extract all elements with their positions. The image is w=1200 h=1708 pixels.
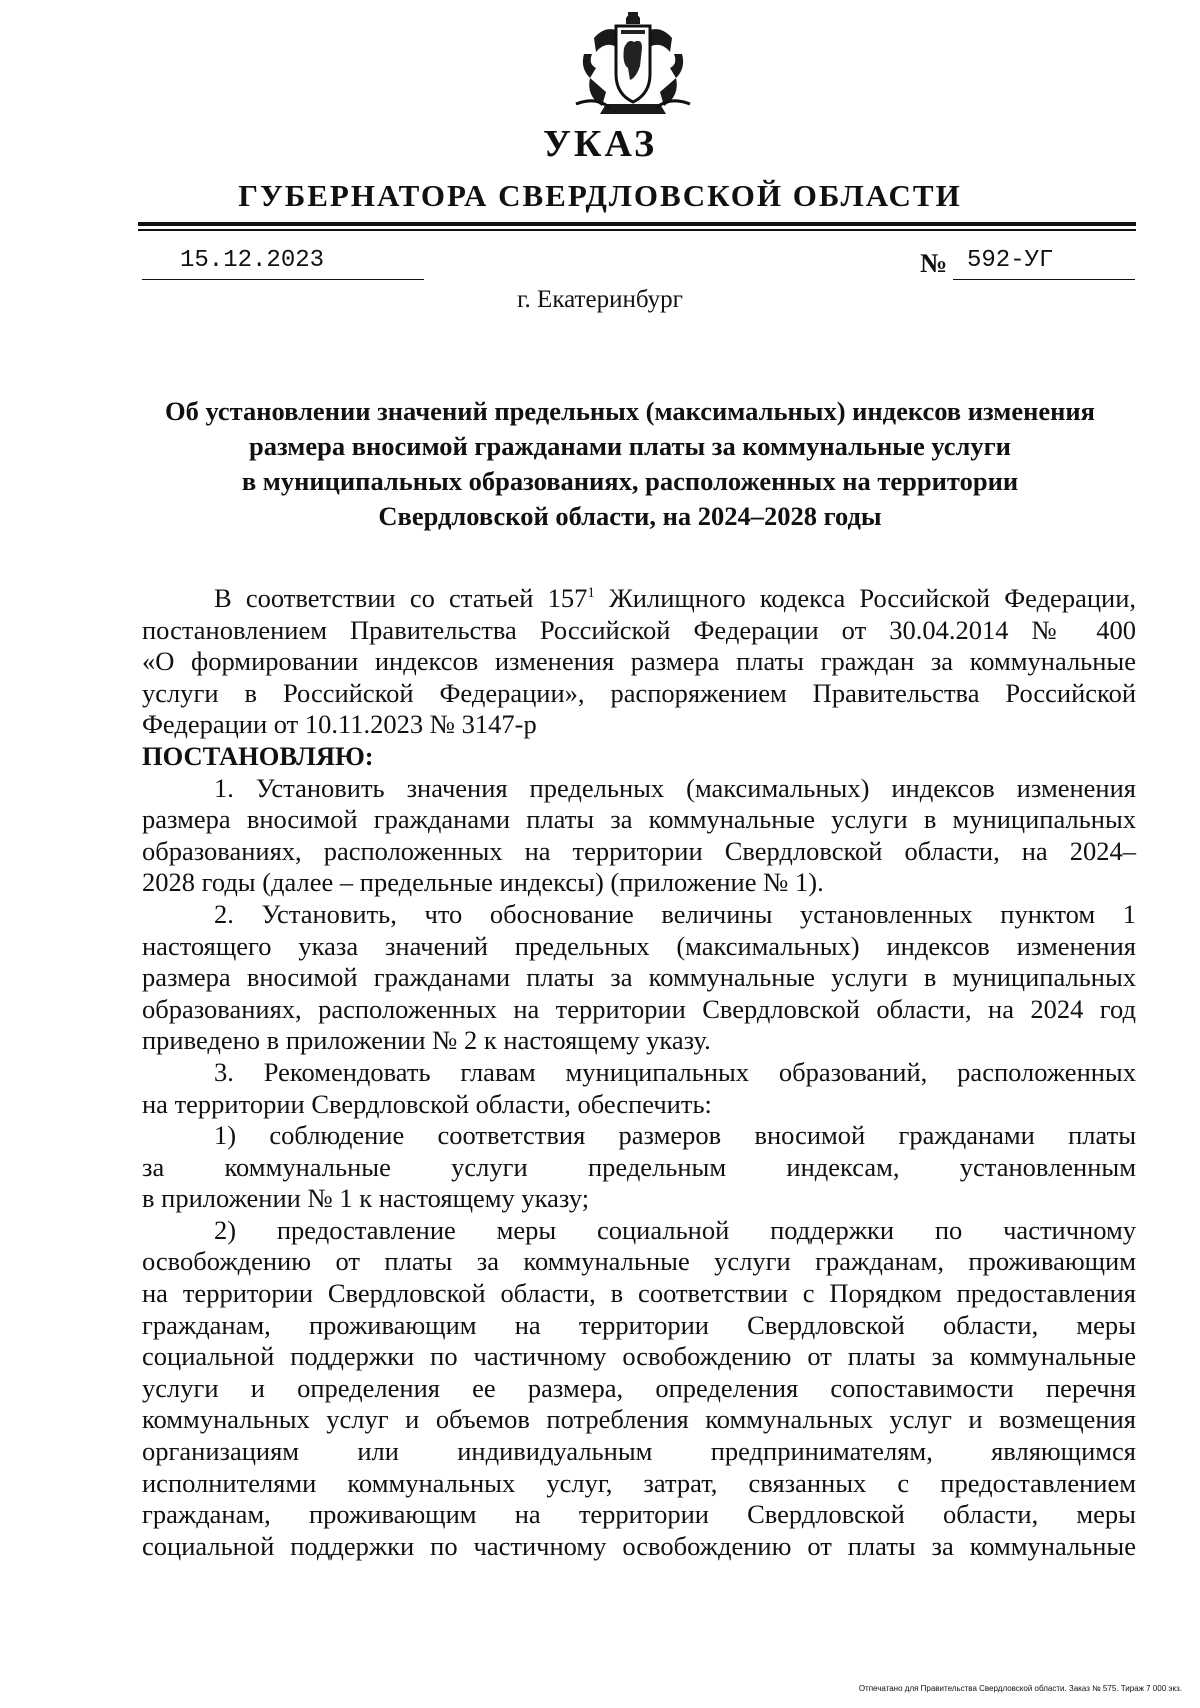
heading-line: в муниципальных образованиях, расположенных на территории bbox=[241, 466, 1019, 496]
paragraph-line: 2) предоставление меры социальной поддержки по частичному bbox=[214, 1214, 1136, 1245]
paragraph-line: услуги и определения ее размера, определения сопоставимости перечня bbox=[142, 1372, 1136, 1403]
paragraph-line: на территории Свердловской области, в соответствии с Порядком предоставления bbox=[142, 1278, 1136, 1309]
paragraph-line: настоящего указа значений предельных (максимальных) индексов изменения bbox=[142, 930, 1136, 961]
paragraph-line: коммунальных услуг и объемов потребления коммунальных услуг и возмещения bbox=[142, 1404, 1136, 1435]
heading-line: Об установлении значений предельных (максимальных) индексов изменения bbox=[164, 396, 1096, 426]
city-line: г. Екатеринбург bbox=[517, 286, 683, 313]
coat-of-arms-emblem bbox=[566, 8, 700, 120]
preamble-line: «О формировании индексов изменения размера платы граждан за коммунальные bbox=[142, 646, 1136, 677]
paragraph-line: социальной поддержки по частичному освобождению от платы за коммунальные bbox=[142, 1341, 1136, 1372]
paragraph-line: социальной поддержки по частичному освобождению от платы за коммунальные bbox=[142, 1530, 1136, 1561]
header-rule-thick bbox=[138, 222, 1136, 226]
paragraph-line: за коммунальные услуги предельным индексам, установленным bbox=[142, 1151, 1136, 1182]
decree-word: ПОСТАНОВЛЯЮ: bbox=[142, 740, 374, 771]
preamble-text: В соответствии со статьей 157 bbox=[214, 583, 588, 613]
paragraph-line: 2. Установить, что обоснование величины установленных пунктом 1 bbox=[214, 898, 1136, 929]
paragraph-line: 1) соблюдение соответствия размеров вносимой гражданами платы bbox=[214, 1120, 1136, 1151]
paragraph-line: образованиях, расположенных на территории Свердловской области, на 2024 год bbox=[142, 993, 1136, 1024]
paragraph-line: на территории Свердловской области, обеспечить: bbox=[142, 1088, 712, 1119]
paragraph-line: 2028 годы (далее – предельные индексы) (приложение № 1). bbox=[142, 867, 824, 898]
print-imprint: Отпечатано для Правительства Свердловской области. Заказ № 575. Тираж 7 000 экз. bbox=[858, 1684, 1182, 1693]
paragraph-line: размера вносимой гражданами платы за коммунальные услуги в муниципальных bbox=[142, 804, 1136, 835]
decree-number: 592-УГ bbox=[953, 246, 1135, 280]
paragraph-line: приведено в приложении № 2 к настоящему указу. bbox=[142, 1025, 711, 1056]
preamble-text: Жилищного кодекса Российской Федерации, bbox=[594, 583, 1137, 613]
paragraph-line: гражданам, проживающим на территории Свердловской области, меры bbox=[142, 1309, 1136, 1340]
paragraph-line: организациям или индивидуальным предпринимателям, являющимся bbox=[142, 1436, 1136, 1467]
preamble-line: Федерации от 10.11.2023 № 3147-р bbox=[142, 709, 537, 740]
decree-paragraphs bbox=[142, 773, 1136, 1563]
preamble-line bbox=[142, 583, 1136, 615]
paragraph-line: 3. Рекомендовать главам муниципальных образований, расположенных bbox=[214, 1056, 1136, 1087]
decree-body bbox=[142, 583, 1136, 1562]
paragraph-line: образованиях, расположенных на территории Свердловской области, на 2024– bbox=[142, 835, 1136, 866]
heading-line: Свердловской области, на 2024–2028 годы bbox=[378, 501, 882, 531]
heading-line: размера вносимой гражданами платы за коммунальные услуги bbox=[249, 431, 1011, 461]
paragraph-line: гражданам, проживающим на территории Свердловской области, меры bbox=[142, 1499, 1136, 1530]
paragraph-line: освобождению от платы за коммунальные услуги гражданам, проживающим bbox=[142, 1246, 1136, 1277]
number-label: № bbox=[920, 248, 948, 278]
article-superscript: 1 bbox=[587, 585, 595, 602]
paragraph-line: исполнителями коммунальных услуг, затрат, связанных с предоставлением bbox=[142, 1467, 1136, 1498]
paragraph-line: размера вносимой гражданами платы за коммунальные услуги в муниципальных bbox=[142, 962, 1136, 993]
decree-date: 15.12.2023 bbox=[142, 246, 424, 280]
document-type-title: УКАЗ bbox=[543, 123, 657, 165]
decree-heading bbox=[120, 394, 1140, 534]
header-rule-thin bbox=[138, 229, 1136, 231]
preamble-line: услуги в Российской Федерации», распоряжением Правительства Российской bbox=[142, 677, 1136, 708]
issuer-subtitle: ГУБЕРНАТОРА СВЕРДЛОВСКОЙ ОБЛАСТИ bbox=[238, 178, 962, 213]
paragraph-line: 1. Установить значения предельных (максимальных) индексов изменения bbox=[214, 772, 1136, 803]
preamble-line: постановлением Правительства Российской Федерации от 30.04.2014 № 400 bbox=[142, 614, 1136, 645]
paragraph-line: в приложении № 1 к настоящему указу; bbox=[142, 1183, 590, 1214]
